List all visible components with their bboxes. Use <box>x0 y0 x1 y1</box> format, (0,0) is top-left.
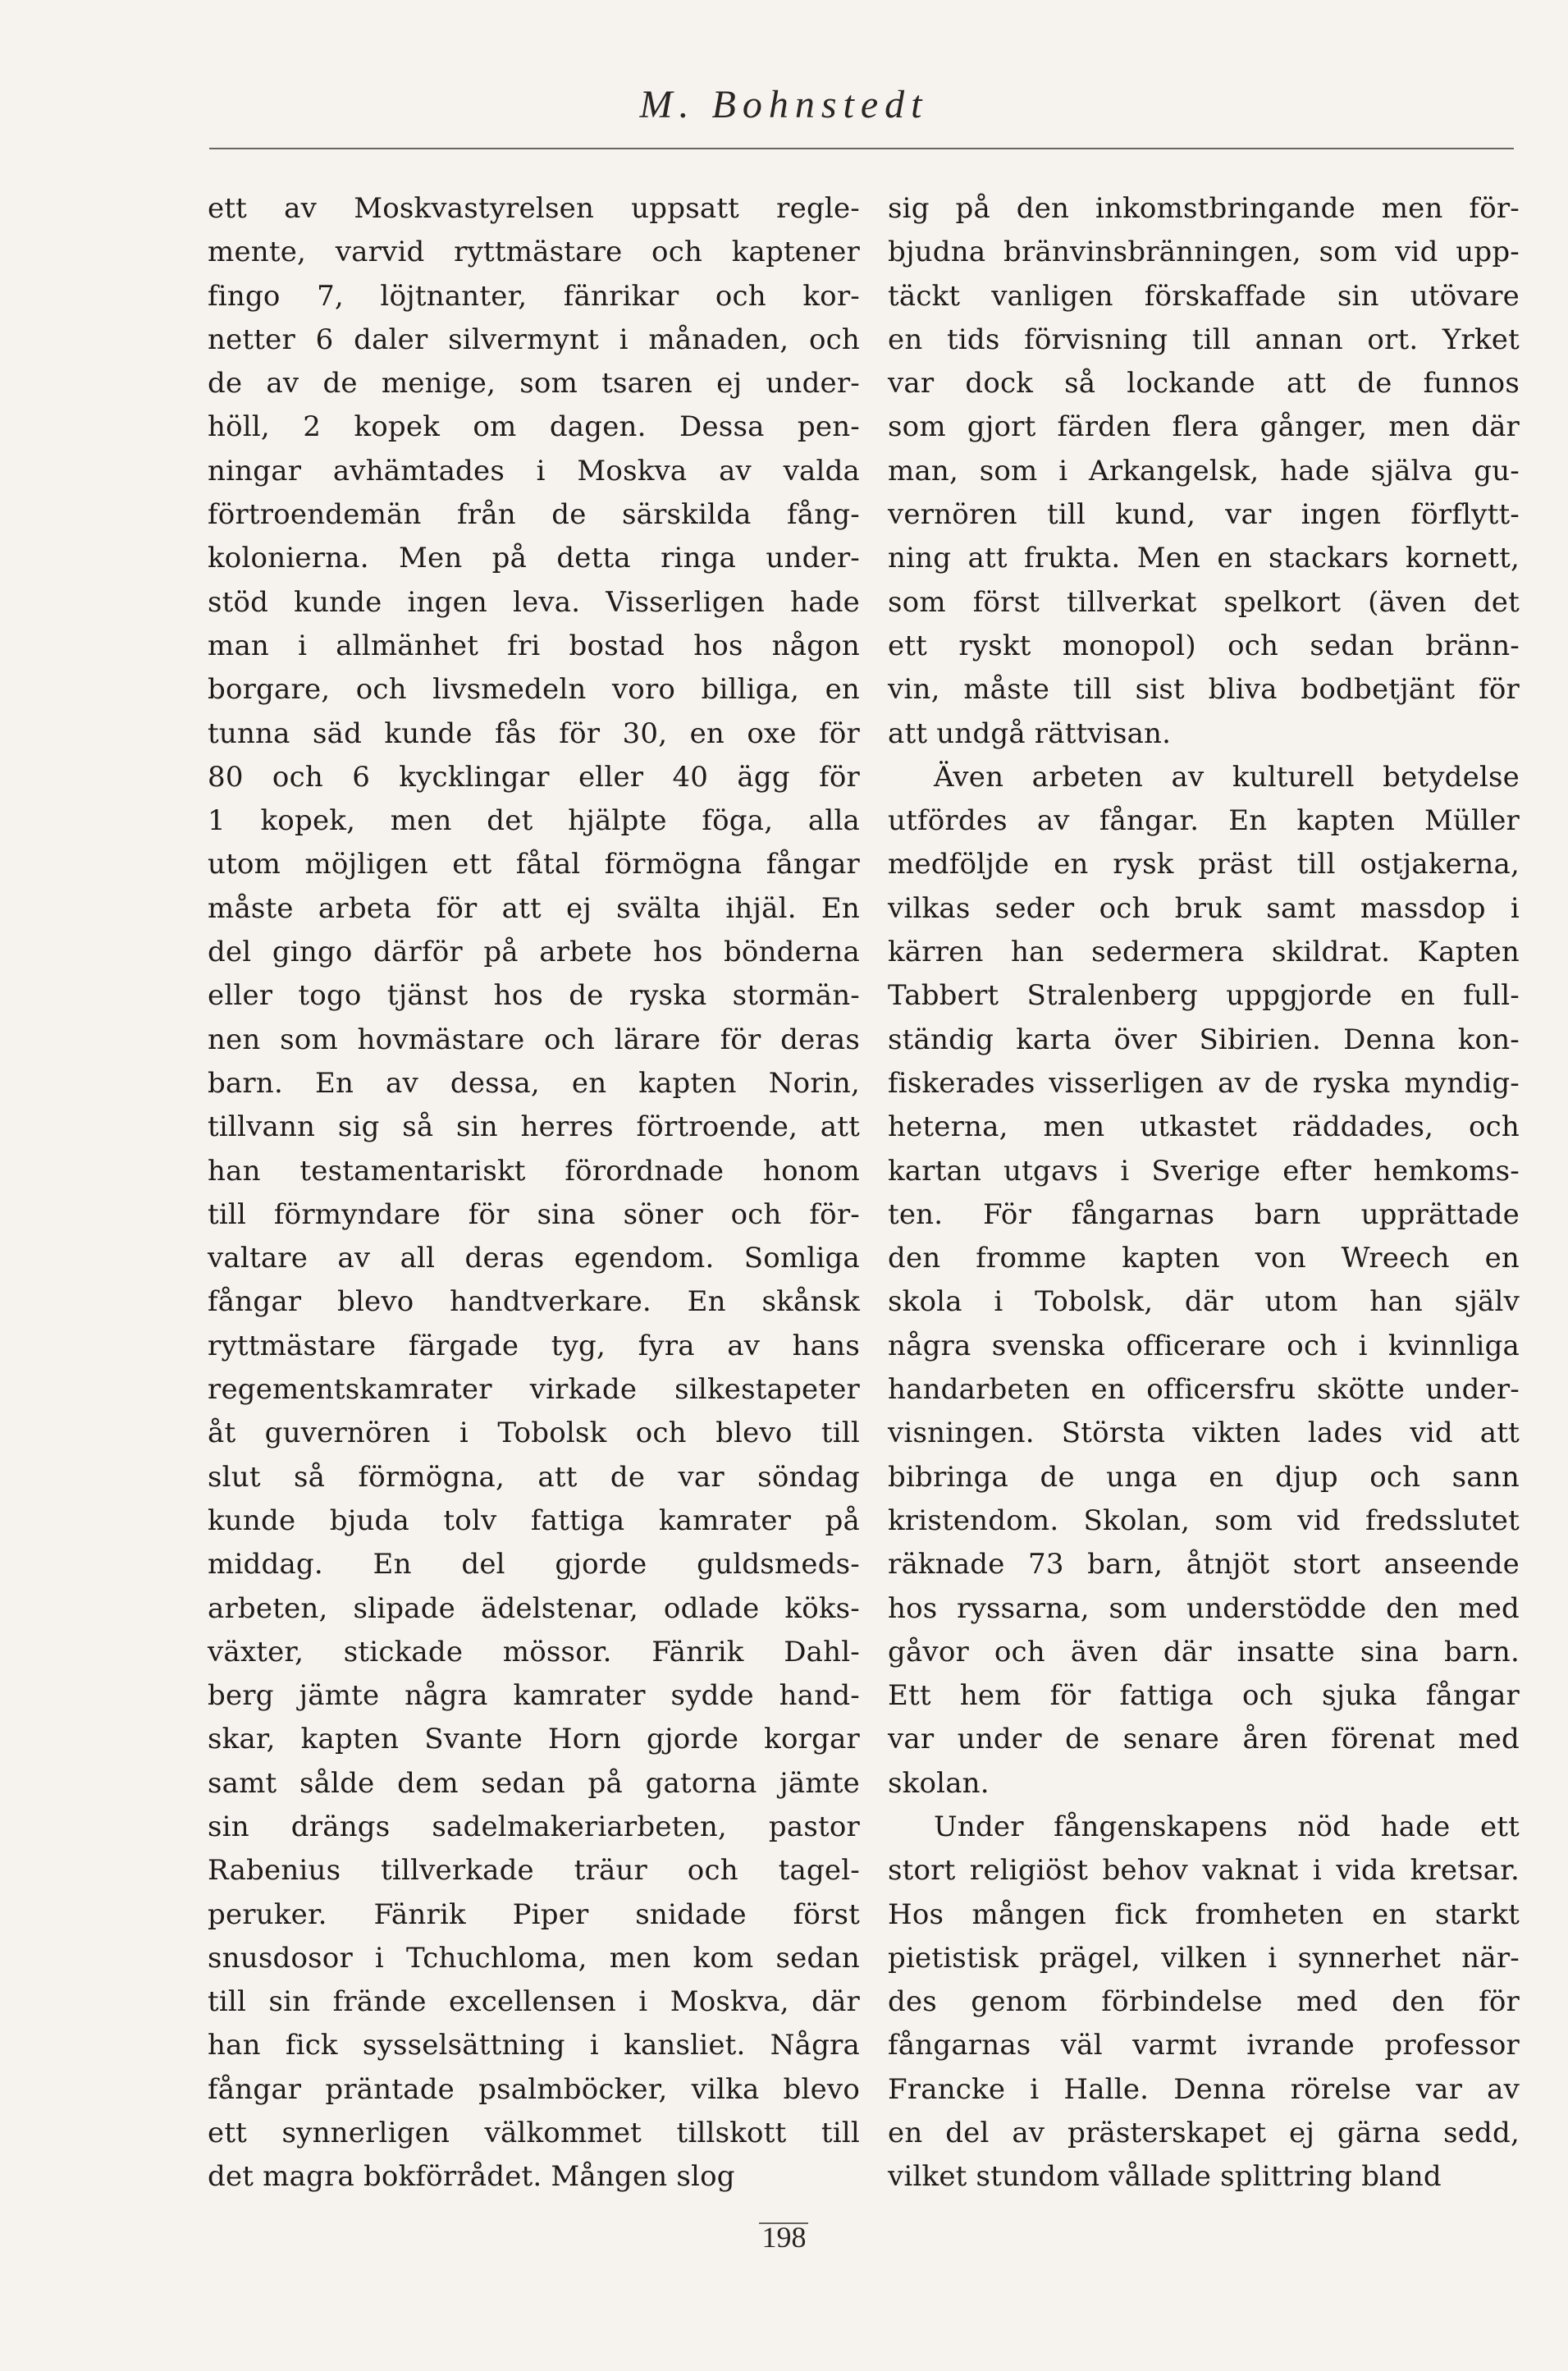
text-line: medföljde en rysk präst till ostjakerna, <box>888 848 1520 881</box>
text-line: utfördes av fångar. En kapten Müller <box>888 804 1520 838</box>
text-line: var under de senare åren förenat med <box>888 1723 1520 1756</box>
text-line: borgare, och livsmedeln voro billiga, en <box>208 673 860 707</box>
text-line: att undgå rättvisan. <box>888 716 1172 750</box>
text-line: han fick sysselsättning i kansliet. Några <box>208 2029 860 2062</box>
text-line: gåvor och även där insatte sina barn. <box>888 1635 1520 1668</box>
text-line: ett av Moskvastyrelsen uppsatt regle- <box>208 192 860 225</box>
text-line: ning att frukta. Men en stackars kornett, <box>888 542 1520 575</box>
text-line: vernören till kund, var ingen förflytt- <box>888 498 1520 532</box>
text-line: man, som i Arkangelsk, hade själva gu- <box>888 454 1520 487</box>
text-line: barn. En av dessa, en kapten Norin, <box>208 1066 860 1100</box>
text-line: höll, 2 kopek om dagen. Dessa pen- <box>208 410 860 444</box>
text-line: snusdosor i Tchuchloma, men kom sedan <box>208 1941 860 1975</box>
text-line: det magra bokförrådet. Mången slog <box>208 2160 735 2194</box>
text-line: handarbeten en officersfru skötte under- <box>888 1373 1520 1407</box>
text-line: man i allmänhet fri bostad hos någon <box>208 629 860 662</box>
text-line: vin, måste till sist bliva bodbetjänt för <box>888 673 1520 707</box>
text-line: Tabbert Stralenberg uppgjorde en full- <box>888 979 1520 1013</box>
text-line: de av de menige, som tsaren ej under- <box>208 367 860 401</box>
text-line: räknade 73 barn, åtnjöt stort anseende <box>888 1548 1520 1581</box>
text-line: bjudna bränvinsbränningen, som vid upp- <box>888 236 1520 269</box>
text-line: sig på den inkomstbringande men för- <box>888 192 1520 225</box>
text-line: ryttmästare färgade tyg, fyra av hans <box>208 1329 860 1362</box>
text-line: valtare av all deras egendom. Somliga <box>208 1242 860 1275</box>
right-column <box>888 187 1520 2199</box>
text-line: vilkas seder och bruk samt massdop i <box>888 891 1520 925</box>
text-line: åt guvernören i Tobolsk och blevo till <box>208 1417 860 1450</box>
text-line: kristendom. Skolan, som vid fredsslutet <box>888 1504 1520 1537</box>
text-line: skolan. <box>888 1766 990 1800</box>
text-line: tillvann sig så sin herres förtroende, att <box>208 1110 860 1144</box>
text-line: stort religiöst behov vaknat i vida kretsar. <box>888 1854 1520 1888</box>
text-line: utom möjligen ett fåtal förmögna fångar <box>208 848 860 881</box>
text-line: han testamentariskt förordnade honom <box>208 1154 860 1188</box>
running-header: M. Bohnstedt <box>639 83 929 126</box>
text-line: heterna, men utkastet räddades, och <box>888 1110 1520 1144</box>
text-line: växter, stickade mössor. Fänrik Dahl- <box>208 1635 860 1668</box>
text-line: ett ryskt monopol) och sedan bränn- <box>888 629 1520 662</box>
header-rule <box>209 148 1514 149</box>
text-line: täckt vanligen förskaffade sin utövare <box>888 279 1520 313</box>
text-line: del gingo därför på arbete hos bönderna <box>208 936 860 969</box>
text-line: samt sålde dem sedan på gatorna jämte <box>208 1766 860 1800</box>
text-line: nen som hovmästare och lärare för deras <box>208 1023 860 1056</box>
text-line: berg jämte några kamrater sydde hand- <box>208 1679 860 1713</box>
text-line: pietistisk prägel, vilken i synnerhet när- <box>888 1941 1520 1975</box>
text-line: Hos mången fick fromheten en starkt <box>888 1897 1520 1931</box>
text-line: var dock så lockande att de funnos <box>888 367 1520 401</box>
text-line: ningar avhämtades i Moskva av valda <box>208 454 860 487</box>
text-line: eller togo tjänst hos de ryska stormän- <box>208 979 860 1013</box>
text-line: Under fångenskapens nöd hade ett <box>934 1810 1520 1843</box>
text-line: skola i Tobolsk, där utom han själv <box>888 1285 1520 1319</box>
text-line: stöd kunde ingen leva. Visserligen hade <box>208 585 860 619</box>
text-line: sin drängs sadelmakeriarbeten, pastor <box>208 1810 860 1843</box>
text-line: kärren han sedermera skildrat. Kapten <box>888 936 1520 969</box>
text-line: förtroendemän från de särskilda fång- <box>208 498 860 532</box>
text-line: en tids förvisning till annan ort. Yrket <box>888 323 1520 356</box>
text-line: peruker. Fänrik Piper snidade först <box>208 1897 860 1931</box>
text-line: kartan utgavs i Sverige efter hemkoms- <box>888 1154 1520 1188</box>
text-line: den fromme kapten von Wreech en <box>888 1242 1520 1275</box>
text-line: kunde bjuda tolv fattiga kamrater på <box>208 1504 860 1537</box>
text-line: bibringa de unga en djup och sann <box>888 1460 1520 1494</box>
text-line: till förmyndare för sina söner och för- <box>208 1197 860 1231</box>
text-line: hos ryssarna, som understödde den med <box>888 1591 1520 1625</box>
text-line: slut så förmögna, att de var söndag <box>208 1460 860 1494</box>
text-line: regementskamrater virkade silkestapeter <box>208 1373 860 1407</box>
text-line: som gjort färden flera gånger, men där <box>888 410 1520 444</box>
text-line: mente, varvid ryttmästare och kaptener <box>208 236 860 269</box>
text-line: som först tillverkat spelkort (även det <box>888 585 1520 619</box>
text-line: 1 kopek, men det hjälpte föga, alla <box>208 804 860 838</box>
text-line: netter 6 daler silvermynt i månaden, och <box>208 323 860 356</box>
text-line: fångar präntade psalmböcker, vilka blevo <box>208 2072 860 2106</box>
text-line: arbeten, slipade ädelstenar, odlade köks- <box>208 1591 860 1625</box>
text-line: tunna säd kunde fås för 30, en oxe för <box>208 716 860 750</box>
text-line: måste arbeta för att ej svälta ihjäl. En <box>208 891 860 925</box>
text-line: fingo 7, löjtnanter, fänrikar och kor- <box>208 279 860 313</box>
text-line: ten. För fångarnas barn upprättade <box>888 1197 1520 1231</box>
text-line: kolonierna. Men på detta ringa under- <box>208 542 860 575</box>
text-line: några svenska officerare och i kvinnliga <box>888 1329 1520 1362</box>
text-line: visningen. Största vikten lades vid att <box>888 1417 1520 1450</box>
text-line: skar, kapten Svante Horn gjorde korgar <box>208 1723 860 1756</box>
text-line: vilket stundom vållade splittring bland <box>888 2160 1442 2194</box>
page-number: 198 <box>761 2221 807 2254</box>
left-column <box>208 187 860 2199</box>
text-line: en del av prästerskapet ej gärna sedd, <box>888 2117 1520 2150</box>
text-line: fiskerades visserligen av de ryska myndig- <box>888 1066 1520 1100</box>
text-line: 80 och 6 kycklingar eller 40 ägg för <box>208 760 860 794</box>
text-line: Rabenius tillverkade träur och tagel- <box>208 1854 860 1888</box>
text-line: Ett hem för fattiga och sjuka fångar <box>888 1679 1520 1713</box>
text-line: fångarnas väl varmt ivrande professor <box>888 2029 1520 2062</box>
text-line: fångar blevo handtverkare. En skånsk <box>208 1285 860 1319</box>
text-line: Även arbeten av kulturell betydelse <box>934 760 1520 794</box>
text-line: ständig karta över Sibirien. Denna kon- <box>888 1023 1520 1056</box>
text-line: ett synnerligen välkommet tillskott till <box>208 2117 860 2150</box>
text-line: middag. En del gjorde guldsmeds- <box>208 1548 860 1581</box>
text-line: des genom förbindelse med den för <box>888 1985 1520 2019</box>
text-line: till sin frände excellensen i Moskva, där <box>208 1985 860 2019</box>
text-line: Francke i Halle. Denna rörelse var av <box>888 2072 1520 2106</box>
